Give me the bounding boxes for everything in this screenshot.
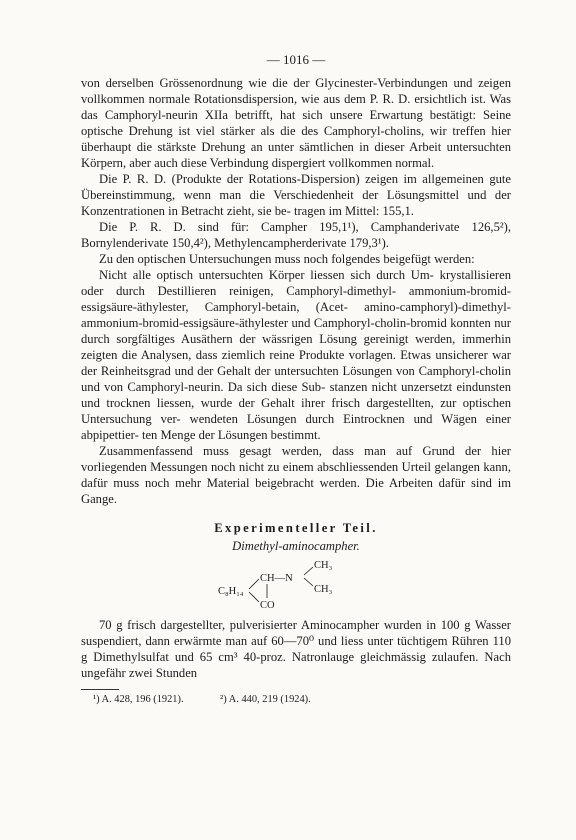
line: Zusammenfassend muss gesagt werden, dass man auf Grund der — [99, 444, 482, 458]
line: krystallisieren oder durch Destillieren reinigen, Camphoryl-dimethyl- — [81, 268, 512, 298]
line: der Lösungsmittel und der Konzentrationen in Betracht zieht, sie be- — [81, 188, 511, 218]
formula-ch3-bottom: CH₃ — [314, 584, 333, 595]
line: 70 g frisch dargestellter, pulverisierter Aminocampher wurden in — [99, 618, 437, 632]
line: Camphoryl-cholin und von Camphoryl-neurin. Da sich diese Sub- — [81, 364, 511, 394]
line: die Analysen, dass ziemlich reine Produkte vorlagen. Etwas unsicherer — [121, 348, 488, 362]
line: stärkste Drehung an unter sämtlichen in dieser Arbeit untersuchten — [157, 140, 512, 154]
line: amino-camphoryl)-dimethyl-ammonium-bromid-essigsäure-äthylester — [81, 300, 511, 330]
bond-n-ch3-bottom — [304, 578, 313, 586]
line: Die P. R. D. sind für: Campher 195,1¹), Camphanderivate 126,5²), — [99, 220, 511, 234]
bond-ring-co — [249, 592, 259, 602]
paragraph-4 — [81, 251, 511, 267]
line: war der Reinheitsgrad und der Gehalt der untersuchten Lösungen von — [81, 348, 511, 378]
line: 100 g Wasser suspendiert, dann erwärmte man auf 60—70⁰ und liess — [81, 618, 511, 648]
bond-ring-ch — [249, 579, 259, 589]
paragraph-5 — [81, 267, 511, 443]
formula-ch3-top: CH₃ — [314, 560, 333, 571]
line: Ausäthern der wässrigen Lösung gereinigt werden, immerhin zeigten — [81, 332, 511, 362]
compound-name: Dimethyl-aminocampher. — [232, 539, 360, 553]
bond-n-ch3-top — [304, 567, 313, 575]
footnote-rule — [81, 689, 119, 690]
formula-co: CO — [260, 600, 275, 611]
line: Nicht alle optisch untersuchten Körper liessen sich durch Um- — [99, 268, 434, 282]
footnote-2: ²) A. 440, 219 (1924). — [220, 694, 311, 705]
line: hat sich unsere Erwartung bestätigt: Seine optische Drehung ist viel — [81, 108, 511, 138]
line: und Camphoryl-cholin-bromid konnten nur durch sorgfältiges — [81, 316, 511, 346]
line: unter tüchtigem Rühren 110 g Dimethylsulfat und 65 cm³ 40-proz. — [81, 634, 512, 664]
structural-formula — [216, 557, 376, 611]
line: Gehalt ihrer frisch dargestellten, zur optischen Untersuchung ver- — [81, 396, 511, 426]
section-heading: Experimenteller Teil. — [214, 521, 378, 535]
line: Natronlauge gleichmässig zulaufen. Nach ungefähr zwei Stunden — [81, 650, 511, 680]
line: stärker als die des Camphoryl-cholins, wir treffen hier überhaupt die — [81, 124, 511, 154]
line: wendeten Lösungen durch Eintrocknen und Wägen einer abpipettier- — [81, 412, 511, 442]
line: Bornylenderivate 150,4²), Methylencampherderivate 179,3¹). — [81, 236, 389, 250]
line: werden: — [434, 252, 475, 266]
line: tragen im Mittel: 155,1. — [293, 204, 414, 218]
line: Zu den optischen Untersuchungen muss noch folgendes beigefügt — [99, 252, 431, 266]
formula-ch-n: CH—N — [260, 573, 293, 584]
line: werden. Die Arbeiten dafür sind im Gange. — [81, 476, 511, 506]
line: ten Menge der Lösungen bestimmt. — [141, 428, 321, 442]
formula-ring: C₈H₁₄ — [218, 586, 244, 597]
page — [81, 52, 511, 706]
footnotes — [81, 693, 511, 706]
experimental-paragraph — [81, 617, 511, 681]
footnote-1: ¹) A. 428, 196 (1921). — [93, 694, 184, 705]
line: allgemeinen gute Übereinstimmung, wenn man die Verschiedenheit — [81, 172, 512, 202]
line: Körpern, aber auch diese Verbindung dispergiert vollkommen normal. — [81, 156, 435, 170]
line: stanzen nicht unzersetzt eindunsten und trocknen liessen, wurde der — [81, 380, 512, 410]
paragraph-2 — [81, 171, 511, 219]
line: und zeigen vollkommen normale Rotationsdispersion, wie aus dem — [81, 76, 511, 106]
line: Urteil gelangen kann, dafür muss noch mehr Material beigebracht — [81, 460, 511, 490]
paragraph-6 — [81, 443, 511, 507]
line: P. R. D. ersichtlich ist. Was das Camphoryl-neurin XIIa betrifft, — [81, 92, 511, 122]
page-number: — 1016 — — [266, 52, 326, 67]
paragraph-3 — [81, 219, 511, 251]
line: ammonium-bromid-essigsäure-äthylester, Camphoryl-betain, (Acet- — [81, 284, 511, 314]
line: von derselben Grössenordnung wie die der Glycinester-Verbindungen — [81, 76, 448, 90]
line: hier vorliegenden Messungen noch nicht zu einem abschliessenden — [81, 444, 512, 474]
line: Die P. R. D. (Produkte der Rotations-Dispersion) zeigen im — [99, 172, 417, 186]
paragraph-1 — [81, 75, 511, 171]
